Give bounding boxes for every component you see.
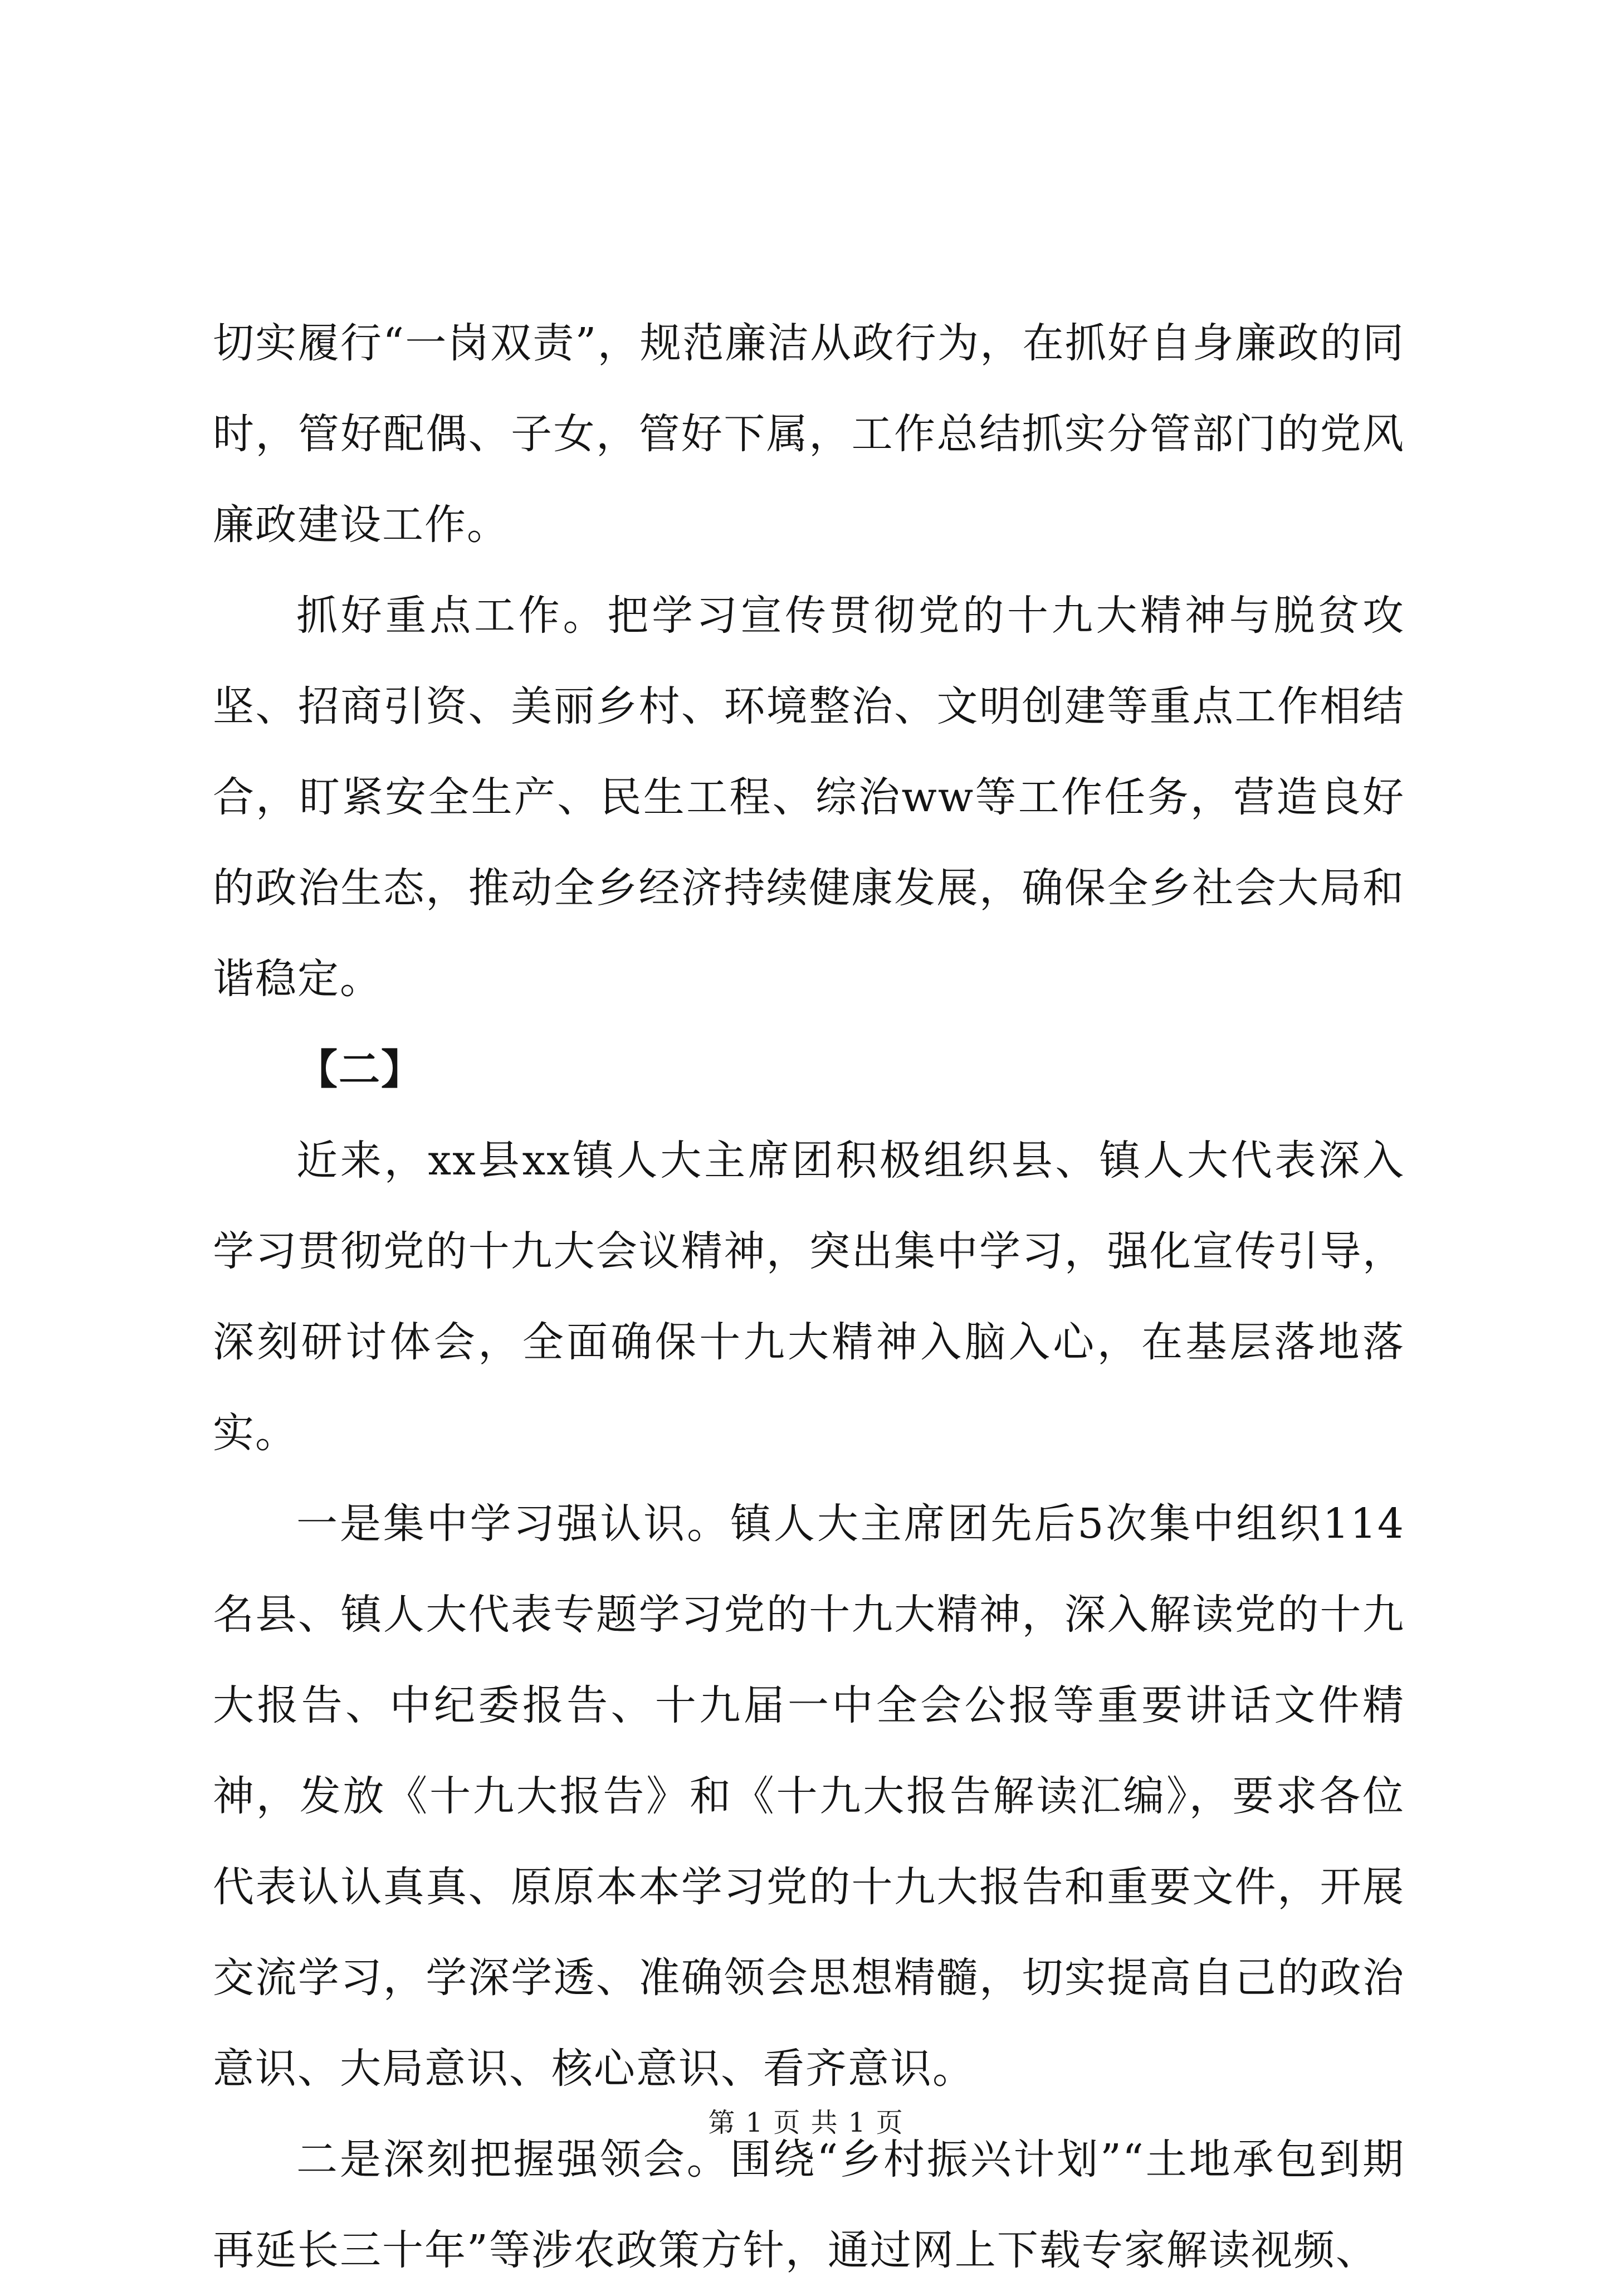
paragraph-deep-understanding: 二是深刻把握强领会。围绕“乡村振兴计划”“土地承包到期再延长三十年”等涉农政策方针，通过网上下载专家解读视频、 — [213, 2136, 1405, 2274]
paragraph-key-work: 抓好重点工作。把学习宣传贯彻党的十九大精神与脱贫攻坚、招商引资、美丽乡村、环境整治、文明创建等重点工作相结合，盯紧安全生产、民生工程、综治ww等工作任务，营造良好的政治生态，推动全乡经济持续健康发展，确保全乡社会大局和谐稳定。 — [213, 592, 1405, 1003]
page-number-footer: 第 1 页 共 1 页 — [708, 2107, 904, 2138]
section-heading-two: 【二】 — [296, 1046, 423, 1094]
paragraph-yigang-shuangze: 切实履行“一岗双责”，规范廉洁从政行为，在抓好自身廉政的同时，管好配偶、子女，管好下属，工作总结抓实分管部门的党风廉政建设工作。 — [213, 319, 1405, 549]
document-body — [213, 298, 1405, 2296]
paragraph-intro-study: 近来，xx县xx镇人大主席团积极组织县、镇人大代表深入学习贯彻党的十九大会议精神，突出集中学习，强化宣传引导，深刻研讨体会，全面确保十九大精神入脑入心，在基层落地落实。 — [213, 1137, 1405, 1457]
paragraph-centralized-study: 一是集中学习强认识。镇人大主席团先后5次集中组织114名县、镇人大代表专题学习党的十九大精神，深入解读党的十九大报告、中纪委报告、十九届一中全会公报等重要讲话文件精神，发放《十九大报告》和《十九大报告解读汇编》，要求各位代表认认真真、原原本本学习党的十九大报告和重要文件，开展交流学习，学深学透、准确领会思想精髓，切实提高自己的政治意识、大局意识、核心意识、看齐意识。 — [213, 1500, 1405, 2093]
